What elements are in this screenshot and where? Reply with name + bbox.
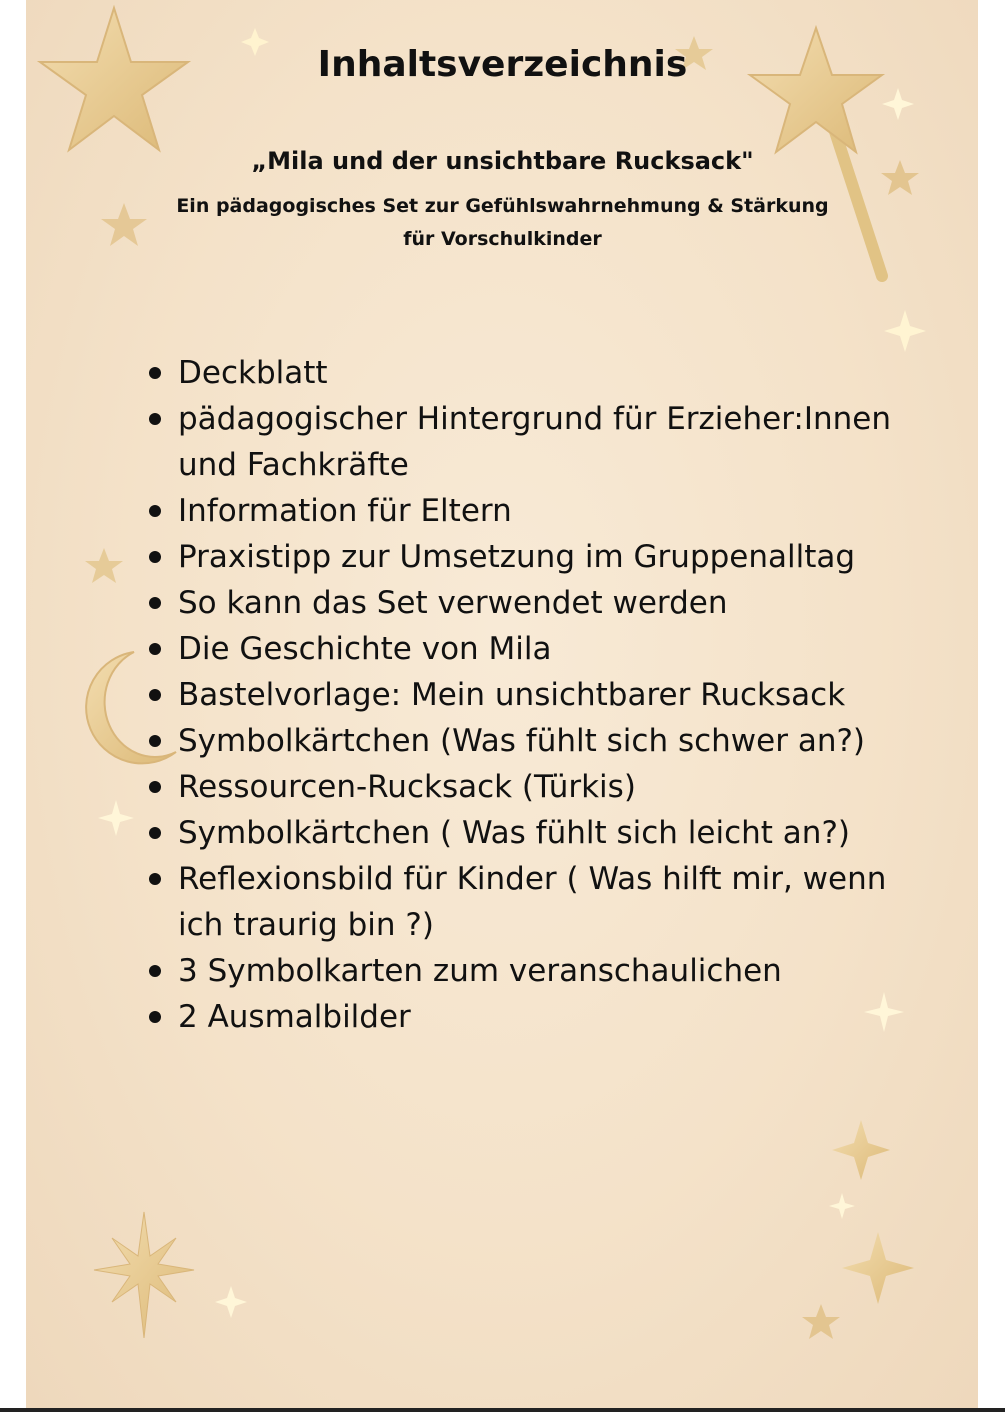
sparkle-icon bbox=[215, 1286, 247, 1318]
toc-item: pädagogischer Hintergrund für Erzieher:Innen und Fachkräfte bbox=[143, 396, 903, 488]
toc-item: Symbolkärtchen (Was fühlt sich schwer an?) bbox=[143, 718, 903, 764]
sparkle-icon bbox=[842, 1232, 914, 1304]
toc-item: Praxistipp zur Umsetzung im Gruppenalltag bbox=[143, 534, 903, 580]
toc-item: Ressourcen-Rucksack (Türkis) bbox=[143, 764, 903, 810]
description-line-2: für Vorschulkinder bbox=[403, 228, 602, 250]
table-of-contents bbox=[143, 350, 903, 1040]
book-title: „Mila und der unsichtbare Rucksack" bbox=[251, 147, 754, 175]
page-title: Inhaltsverzeichnis bbox=[317, 44, 688, 85]
sparkle-icon bbox=[98, 800, 134, 836]
toc-item: Symbolkärtchen ( Was fühlt sich leicht an?) bbox=[143, 810, 903, 856]
toc-item: Die Geschichte von Mila bbox=[143, 626, 903, 672]
description-line-1: Ein pädagogisches Set zur Gefühlswahrnehmung & Stärkung bbox=[176, 195, 829, 217]
sparkle-icon bbox=[829, 1193, 855, 1219]
sparkle-icon bbox=[94, 1212, 194, 1338]
toc-item: 2 Ausmalbilder bbox=[143, 994, 903, 1040]
toc-item: So kann das Set verwendet werden bbox=[143, 580, 903, 626]
toc-item: Bastelvorlage: Mein unsichtbarer Rucksack bbox=[143, 672, 903, 718]
toc-item: 3 Symbolkarten zum veranschaulichen bbox=[143, 948, 903, 994]
toc-item: Deckblatt bbox=[143, 350, 903, 396]
toc-item: Information für Eltern bbox=[143, 488, 903, 534]
toc-item: Reflexionsbild für Kinder ( Was hilft mir, wenn ich traurig bin ?) bbox=[143, 856, 903, 948]
star-icon bbox=[85, 548, 123, 583]
sparkle-icon bbox=[832, 1120, 890, 1180]
sparkle-icon bbox=[884, 310, 926, 352]
star-icon bbox=[802, 1304, 840, 1339]
sparkle-icon bbox=[882, 88, 914, 120]
page-border bbox=[0, 1408, 1005, 1412]
